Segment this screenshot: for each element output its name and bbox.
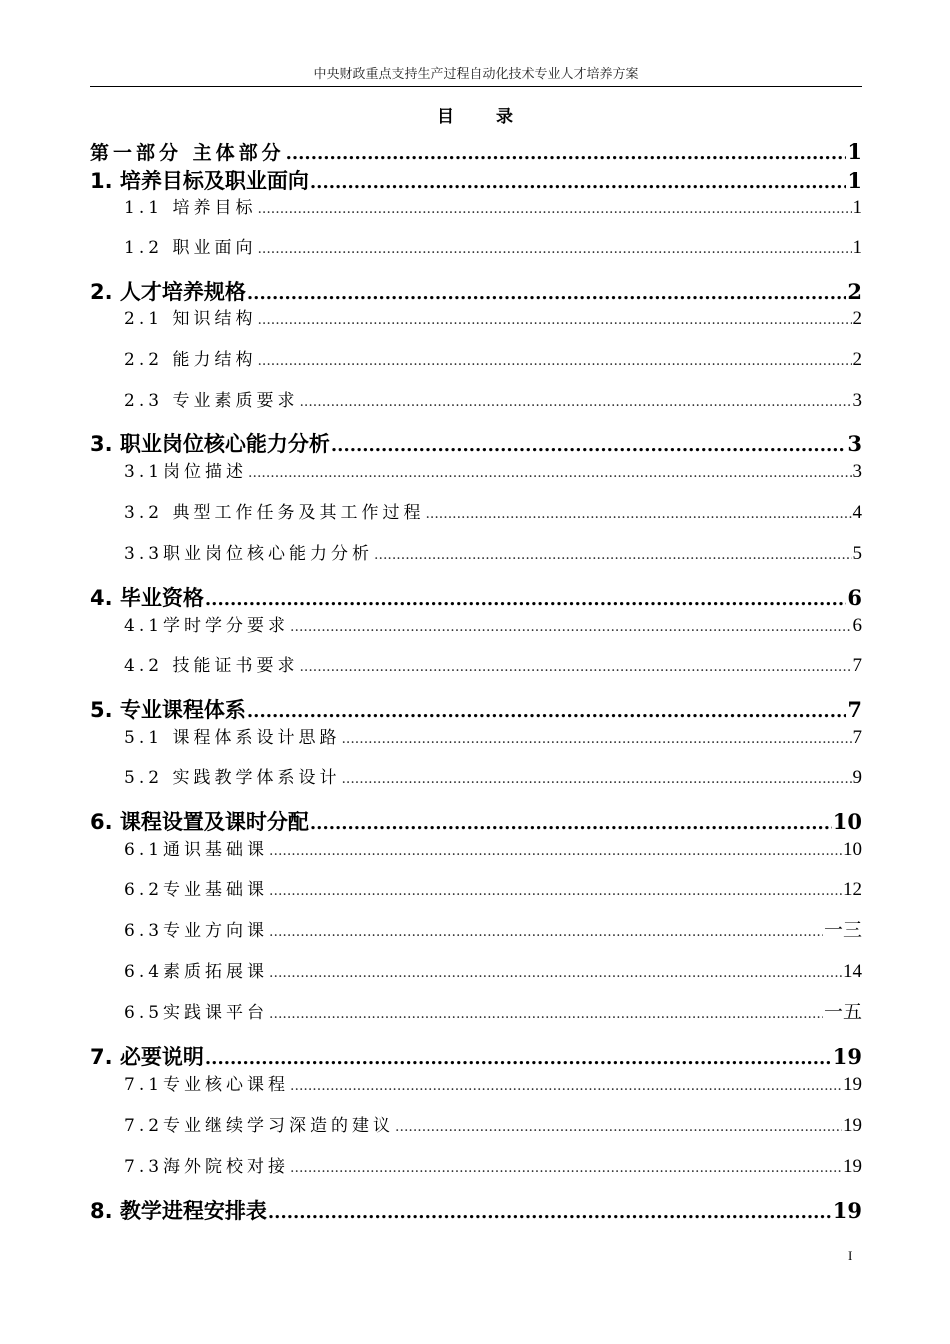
toc-dot-leader	[269, 920, 823, 944]
toc-entry-label: 4. 毕业资格	[90, 586, 204, 610]
toc-dot-leader	[286, 140, 847, 168]
toc-dot-leader	[425, 502, 851, 526]
toc-entry-page: 1	[847, 168, 862, 193]
toc-entry-subsection[interactable]	[124, 501, 862, 526]
toc-entry-subsection[interactable]	[124, 307, 862, 332]
toc-entry-section[interactable]	[90, 430, 862, 460]
toc-entry-section[interactable]	[90, 1197, 862, 1227]
toc-entry-label: 2.1 知识结构	[124, 309, 257, 329]
toc-entry-label: 1. 培养目标及职业面向	[90, 169, 309, 193]
toc-entry-label: 3.3职业岗位核心能力分析	[124, 544, 374, 564]
toc-entry-label: 6.2专业基础课	[124, 880, 269, 900]
toc-entry-page: 1	[852, 237, 862, 258]
toc-entry-subsection[interactable]	[124, 1001, 862, 1026]
toc-entry-page: 9	[852, 767, 862, 788]
toc-entry-subsection[interactable]	[124, 838, 862, 863]
toc-dot-leader	[299, 390, 851, 414]
toc-entry-page: 10	[832, 809, 862, 834]
toc-entry-label: 8. 教学进程安排表	[90, 1199, 267, 1223]
toc-entry-page: 3	[852, 390, 862, 411]
toc-dot-leader	[248, 461, 851, 485]
toc-dot-leader	[205, 1045, 832, 1073]
toc-entry-subsection[interactable]	[124, 1155, 862, 1180]
toc-entry-page: 12	[843, 879, 862, 900]
toc-dot-leader	[257, 308, 851, 332]
toc-dot-leader	[269, 1002, 823, 1026]
toc-entry-subsection[interactable]	[124, 726, 862, 751]
toc-entry-page: 3	[847, 431, 862, 456]
toc-entry-section[interactable]	[90, 167, 862, 197]
toc-dot-leader	[310, 169, 846, 197]
toc-entry-subsection[interactable]	[124, 766, 862, 791]
toc-entry-label: 2. 人才培养规格	[90, 280, 246, 304]
toc-dot-leader	[299, 655, 851, 679]
toc-entry-subsection[interactable]	[124, 196, 862, 221]
toc-entry-page: 19	[843, 1156, 862, 1177]
toc-dot-leader	[290, 615, 851, 639]
toc-entry-label: 6.1通识基础课	[124, 840, 269, 860]
toc-entry-page: 2	[852, 308, 862, 329]
toc-entry-subsection[interactable]	[124, 236, 862, 261]
toc-entry-page: 10	[843, 839, 862, 860]
toc-dot-leader	[290, 1074, 842, 1098]
toc-entry-label: 3.1岗位描述	[124, 462, 248, 482]
toc-entry-page: 一五	[823, 1002, 862, 1023]
toc-entry-subsection[interactable]	[124, 389, 862, 414]
toc-dot-leader	[257, 349, 851, 373]
toc-entry-page: 一三	[823, 920, 862, 941]
toc-dot-leader	[331, 432, 846, 460]
toc-entry-label: 6.3专业方向课	[124, 921, 269, 941]
toc-entry-section[interactable]	[90, 1043, 862, 1073]
toc-entry-label: 1.1 培养目标	[124, 198, 257, 218]
toc-dot-leader	[341, 727, 851, 751]
toc-entry-page: 19	[843, 1115, 862, 1136]
toc-dot-leader	[374, 543, 851, 567]
toc-entry-page: 4	[852, 502, 862, 523]
toc-dot-leader	[247, 698, 846, 726]
toc-entry-label: 7.3海外院校对接	[124, 1157, 290, 1177]
toc-entry-subsection[interactable]	[124, 919, 862, 944]
toc-entry-subsection[interactable]	[124, 1073, 862, 1098]
toc-entry-label: 4.1学时学分要求	[124, 616, 290, 636]
toc-entry-label: 3.2 典型工作任务及其工作过程	[124, 503, 425, 523]
toc-dot-leader	[310, 810, 832, 838]
toc-entry-label: 5.1 课程体系设计思路	[124, 728, 341, 748]
toc-entry-section[interactable]	[90, 808, 862, 838]
toc-entry-label: 6.5实践课平台	[124, 1003, 269, 1023]
toc-dot-leader	[290, 1156, 842, 1180]
toc-entry-label: 5.2 实践教学体系设计	[124, 768, 341, 788]
toc-entry-page: 2	[847, 279, 862, 304]
toc-dot-leader	[247, 280, 846, 308]
toc-entry-label: 3. 职业岗位核心能力分析	[90, 432, 330, 456]
toc-entry-subsection[interactable]	[124, 460, 862, 485]
toc-entry-subsection[interactable]	[124, 1114, 862, 1139]
toc-entry-label: 1.2 职业面向	[124, 238, 257, 258]
toc-entry-label: 5. 专业课程体系	[90, 698, 246, 722]
toc-entry-page: 6	[852, 615, 862, 636]
toc-entry-page: 19	[843, 1074, 862, 1095]
toc-dot-leader	[269, 961, 842, 985]
toc-dot-leader	[205, 586, 846, 614]
toc-entry-label: 4.2 技能证书要求	[124, 656, 299, 676]
toc-entry-page: 7	[852, 727, 862, 748]
toc-heading: 目 录	[437, 107, 531, 127]
toc-entry-subsection[interactable]	[124, 654, 862, 679]
toc-entry-label: 2.2 能力结构	[124, 350, 257, 370]
toc-entry-page: 3	[852, 461, 862, 482]
toc-entry-label: 第一部分 主体部分	[90, 142, 285, 164]
toc-entry-page: 7	[847, 697, 862, 722]
toc-entry-label: 7. 必要说明	[90, 1045, 204, 1069]
toc-entry-subsection[interactable]	[124, 614, 862, 639]
toc-dot-leader	[269, 839, 842, 863]
toc-entry-page: 7	[852, 655, 862, 676]
toc-entry-label: 6. 课程设置及课时分配	[90, 810, 309, 834]
toc-entry-page: 19	[832, 1198, 862, 1223]
toc-entry-subsection[interactable]	[124, 348, 862, 373]
toc-dot-leader	[257, 197, 851, 221]
toc-entry-subsection[interactable]	[124, 542, 862, 567]
toc-entry-label: 7.2专业继续学习深造的建议	[124, 1116, 395, 1136]
toc-entry-section[interactable]	[90, 584, 862, 614]
toc-entry-page: 2	[852, 349, 862, 370]
toc-entry-section[interactable]	[90, 278, 862, 308]
running-header: 中央财政重点支持生产过程自动化技术专业人才培养方案	[313, 67, 639, 82]
toc-dot-leader	[341, 767, 851, 791]
toc-entry-label: 2.3 专业素质要求	[124, 391, 299, 411]
toc-entry-page: 19	[832, 1044, 862, 1069]
toc-entry-section[interactable]	[90, 138, 862, 168]
toc-entry-page: 14	[843, 961, 862, 982]
toc-entry-subsection[interactable]	[124, 960, 862, 985]
toc-entry-page: 1	[852, 197, 862, 218]
toc-entry-page: 6	[847, 585, 862, 610]
toc-entry-page: 1	[847, 139, 862, 164]
toc-dot-leader	[395, 1115, 842, 1139]
page-number: I	[848, 1248, 853, 1263]
toc-entry-label: 6.4素质拓展课	[124, 962, 269, 982]
toc-dot-leader	[269, 879, 842, 903]
toc-entry-subsection[interactable]	[124, 878, 862, 903]
toc-dot-leader	[268, 1199, 832, 1227]
toc-entry-label: 7.1专业核心课程	[124, 1075, 290, 1095]
toc-entry-page: 5	[852, 543, 862, 564]
toc-dot-leader	[257, 237, 851, 261]
toc-entry-section[interactable]	[90, 696, 862, 726]
